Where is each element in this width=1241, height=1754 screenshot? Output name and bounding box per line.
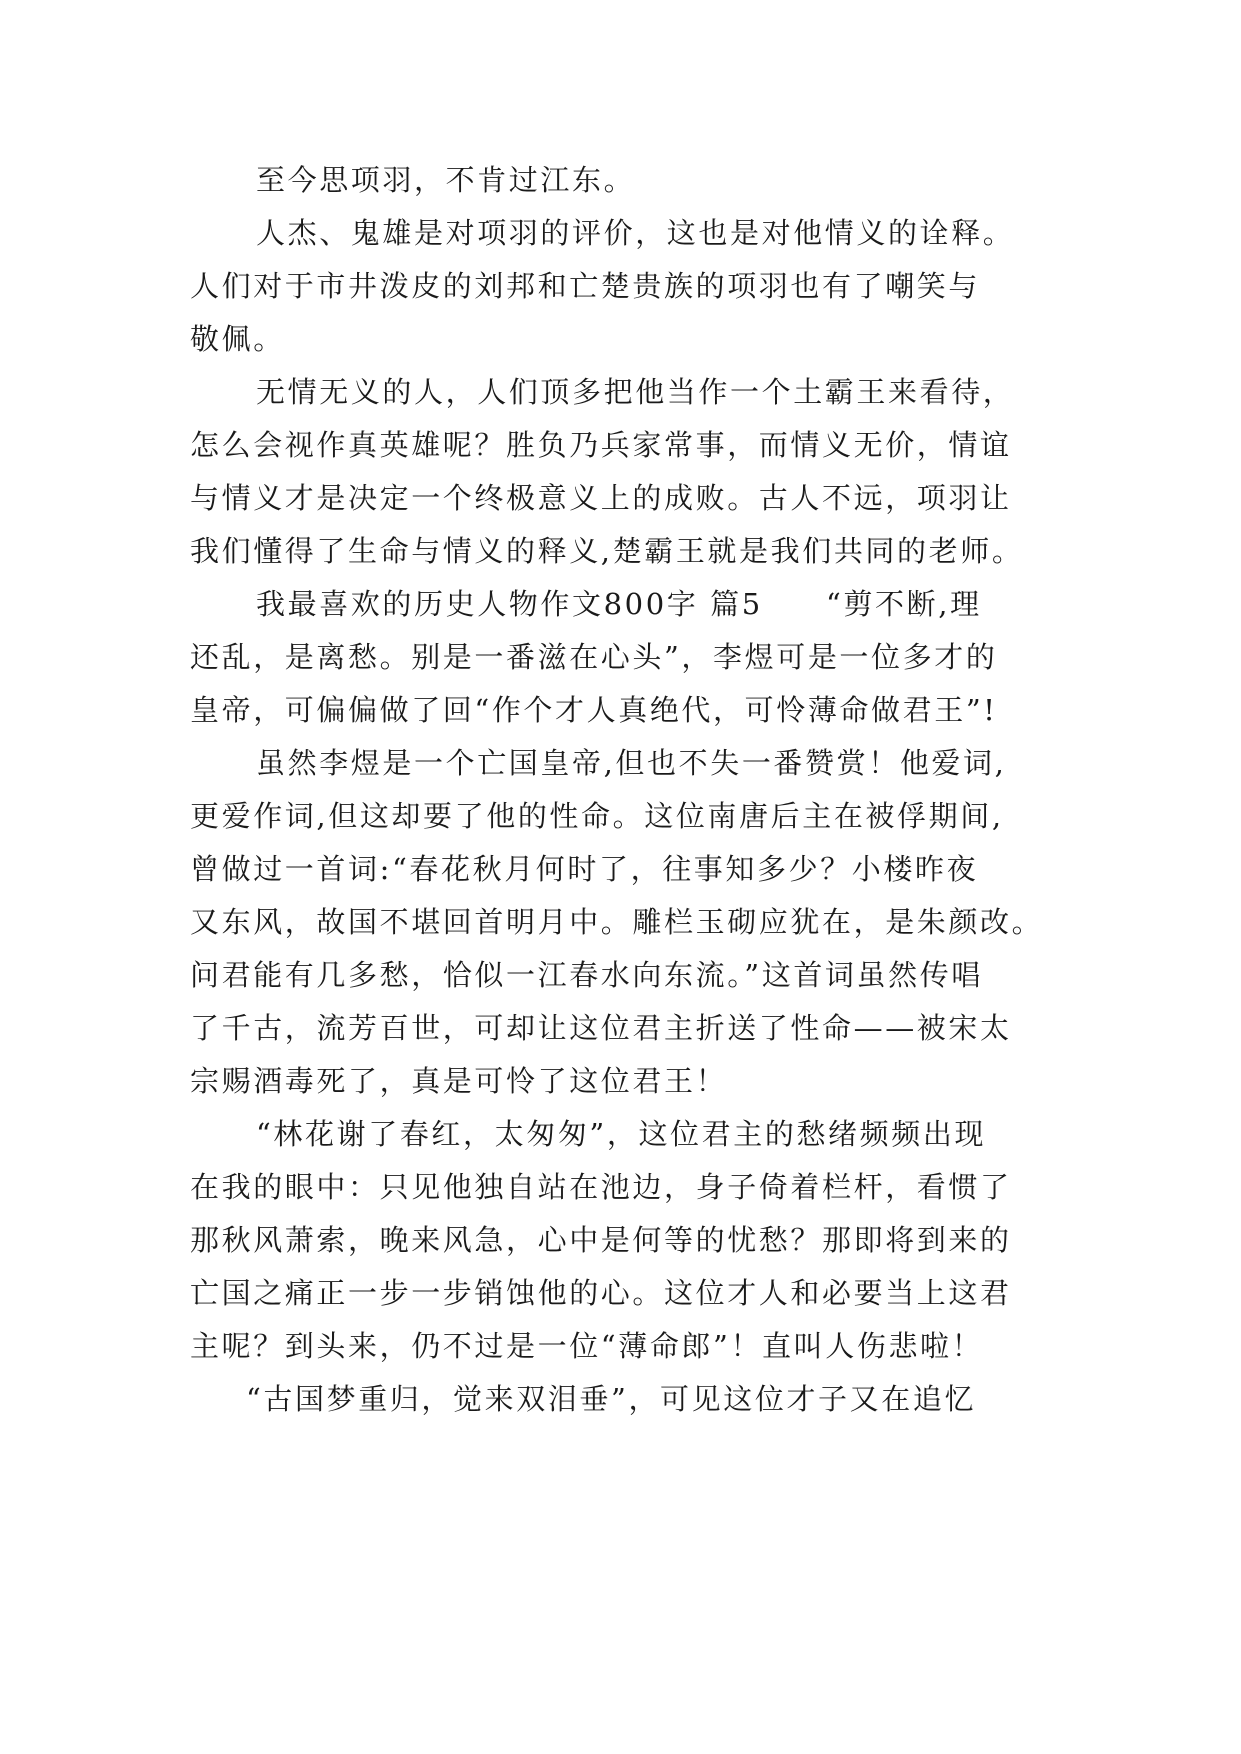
text-line: 还乱，是离愁。别是一番滋在心头”，李煜可是一位多才的 xyxy=(190,640,998,674)
text-line: 敬佩。 xyxy=(190,322,285,356)
text-line: 了千古，流芳百世，可却让这位君主折送了性命——被宋太 xyxy=(190,1011,1012,1045)
text-line: 问君能有几多愁，恰似一江春水向东流。”这首词虽然传唱 xyxy=(190,958,983,992)
text-line: 人们对于市井泼皮的刘邦和亡楚贵族的项羽也有了嘲笑与 xyxy=(190,269,981,303)
text-line: 那秋风萧索，晚来风急，心中是何等的忧愁？那即将到来的 xyxy=(190,1223,1012,1257)
text-line: “古国梦重归，觉来双泪垂”，可见这位才子又在追忆 xyxy=(246,1382,977,1416)
text-line: 宗赐酒毒死了，真是可怜了这位君王！ xyxy=(190,1064,728,1098)
text-line: 更爱作词,但这却要了他的性命。这位南唐后主在被俘期间, xyxy=(190,799,1004,833)
text-line: 怎么会视作真英雄呢？胜负乃兵家常事，而情义无价，情谊 xyxy=(190,428,1012,462)
text-line: 皇帝，可偏偏做了回“作个才人真绝代，可怜薄命做君王”! xyxy=(190,693,998,727)
text-line: 我最喜欢的历史人物作文800字 篇5 “剪不断,理 xyxy=(256,587,982,621)
text-line: 无情无义的人，人们顶多把他当作一个土霸王来看待， xyxy=(256,375,1015,409)
text-line: 曾做过一首词:“春花秋月何时了，往事知多少？小楼昨夜 xyxy=(190,852,979,886)
text-line: 虽然李煜是一个亡国皇帝,但也不失一番赞赏！他爱词, xyxy=(256,746,1007,780)
text-line: 亡国之痛正一步一步销蚀他的心。这位才人和必要当上这君 xyxy=(190,1276,1012,1310)
text-line: “林花谢了春红，太匆匆”，这位君主的愁绪频频出现 xyxy=(256,1117,987,1151)
text-line: 我们懂得了生命与情义的释义,楚霸王就是我们共同的老师。 xyxy=(190,534,1024,568)
text-line: 又东风，故国不堪回首明月中。雕栏玉砌应犹在，是朱颜改。 xyxy=(190,905,1044,939)
text-line: 主呢？到头来，仍不过是一位“薄命郎”！直叫人伤悲啦！ xyxy=(190,1329,984,1363)
text-line: 人杰、鬼雄是对项羽的评价，这也是对他情义的诠释。 xyxy=(256,216,1015,250)
text-line: 在我的眼中：只见他独自站在池边，身子倚着栏杆，看惯了 xyxy=(190,1170,1012,1204)
text-line: 至今思项羽，不肯过江东。 xyxy=(256,163,636,197)
text-line: 与情义才是决定一个终极意义上的成败。古人不远，项羽让 xyxy=(190,481,1012,515)
